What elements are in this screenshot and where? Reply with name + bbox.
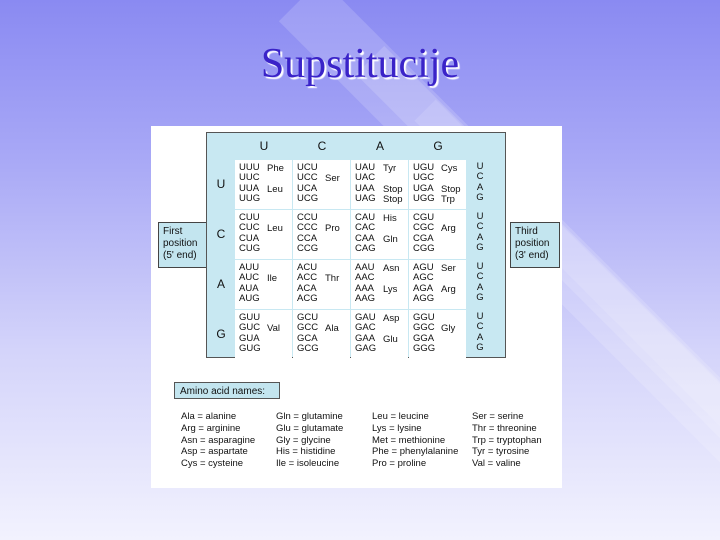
- codon: UUG: [239, 192, 261, 204]
- codon: CAA: [355, 232, 375, 244]
- legend-entry: Asn = asparagine: [181, 434, 256, 446]
- codon: UAC: [355, 172, 376, 184]
- third-position-list: [467, 262, 493, 303]
- third-position-base: A: [476, 181, 484, 193]
- codon-cell: [235, 210, 292, 259]
- codon-list: [355, 263, 375, 304]
- codon: CAU: [355, 212, 376, 223]
- codon: GAA: [355, 332, 376, 344]
- codon: UUU: [239, 162, 260, 173]
- amino-acid-label: Pro: [325, 223, 340, 235]
- amino-acid-label: Ile: [267, 273, 278, 285]
- first-position-label: [158, 222, 208, 268]
- codon: CUC: [239, 222, 260, 234]
- legend-entry: Leu = leucine: [372, 411, 429, 422]
- legend-entry: Arg = arginine: [181, 422, 241, 434]
- amino-acid-label: Ala: [325, 323, 339, 335]
- third-position-base: G: [476, 241, 484, 253]
- codon: GGA: [413, 332, 435, 344]
- amino-acid-label: Arg: [441, 223, 456, 235]
- third-position-base: U: [476, 161, 484, 172]
- amino-acid-label: Glu: [383, 333, 398, 345]
- third-position-base: C: [476, 221, 484, 233]
- codon: CUA: [239, 232, 260, 244]
- row-header: A: [216, 277, 225, 291]
- amino-acid-label: Trp: [441, 193, 455, 205]
- codon-list: [297, 213, 318, 254]
- legend-column: [372, 411, 458, 470]
- codon: UUC: [239, 172, 260, 184]
- amino-acid-label: Thr: [325, 273, 340, 285]
- amino-acid-label: Ser: [441, 263, 456, 274]
- codon-cell: [293, 310, 350, 359]
- codon-cell: [409, 210, 466, 259]
- codon-cell: [293, 160, 350, 209]
- legend-entry: His = histidine: [276, 446, 336, 458]
- codon: CAG: [355, 242, 376, 254]
- legend-entry: Pro = proline: [372, 458, 427, 470]
- codon-list: [355, 313, 376, 354]
- amino-acid-label: Gln: [383, 233, 398, 245]
- codon-list: [355, 213, 376, 254]
- amino-acid-label: Ser: [325, 173, 340, 185]
- codon: GCU: [297, 312, 319, 323]
- legend-entry: Gly = glycine: [276, 434, 331, 446]
- legend-entry: Ile = isoleucine: [276, 458, 340, 470]
- legend-entry: Cys = cysteine: [181, 458, 244, 470]
- third-position-base: A: [476, 281, 484, 293]
- codon: GUC: [239, 322, 261, 334]
- codon: CUU: [239, 212, 260, 223]
- amino-acid-label: Gly: [441, 323, 456, 335]
- third-position-base: C: [476, 321, 484, 333]
- legend-entry: Asp = aspartate: [181, 446, 248, 458]
- row-header: C: [216, 227, 226, 241]
- legend-title: Amino acid names:: [174, 382, 280, 399]
- codon: UCG: [297, 192, 319, 204]
- amino-acid-label: Val: [267, 323, 281, 335]
- codon: CGC: [413, 222, 435, 234]
- codon: UGC: [413, 172, 435, 184]
- third-position-base: A: [476, 331, 484, 343]
- codon: GAC: [355, 322, 376, 334]
- amino-acid-label: His: [383, 213, 397, 224]
- third-position-line: (3' end): [515, 250, 549, 261]
- codon: AAG: [355, 292, 376, 304]
- third-position-base: C: [476, 271, 484, 283]
- codon-list: [239, 163, 260, 204]
- amino-acid-label: Stop: [383, 183, 403, 195]
- codon: AGC: [413, 272, 434, 284]
- codon: UAG: [355, 192, 376, 204]
- legend-entry: Val = valine: [472, 458, 521, 470]
- row-header: G: [216, 327, 226, 341]
- codon: UAA: [355, 182, 375, 194]
- codon-cell: [235, 160, 292, 209]
- codon: UCC: [297, 172, 318, 184]
- third-position-label: [510, 222, 560, 268]
- codon: CCG: [297, 242, 319, 254]
- third-position-base: C: [476, 171, 484, 183]
- codon: ACG: [297, 292, 318, 304]
- codon-list: [355, 163, 376, 204]
- codon: AUG: [239, 292, 260, 304]
- codon: CGU: [413, 212, 435, 223]
- codon: ACU: [297, 262, 318, 273]
- codon: GGC: [413, 322, 435, 334]
- codon-cell: [351, 160, 408, 209]
- codon: AUC: [239, 272, 260, 284]
- codon: CGA: [413, 232, 434, 244]
- amino-acid-label: Cys: [441, 163, 458, 174]
- codon: ACC: [297, 272, 318, 284]
- codon-list: [413, 263, 434, 304]
- amino-acid-label: Leu: [267, 183, 283, 195]
- legend-entry: Tyr = tyrosine: [472, 446, 530, 458]
- third-position-base: G: [476, 341, 484, 353]
- codon: AGA: [413, 282, 434, 294]
- codon-cell: [351, 210, 408, 259]
- codon: AAU: [355, 262, 375, 273]
- codon: UGA: [413, 182, 434, 194]
- codon: GUU: [239, 312, 261, 323]
- legend-entry: Thr = threonine: [472, 422, 537, 434]
- amino-acid-label: Stop: [441, 183, 461, 195]
- amino-acid-label: Phe: [267, 163, 284, 174]
- column-header: G: [433, 139, 443, 153]
- codon: AGG: [413, 292, 435, 304]
- codon: GCA: [297, 332, 318, 344]
- codon-cell: [409, 310, 466, 359]
- codon: CGG: [413, 242, 435, 254]
- column-header: C: [317, 139, 327, 153]
- third-position-base: G: [476, 191, 484, 203]
- column-header: A: [375, 139, 384, 153]
- codon: UUA: [239, 182, 260, 194]
- third-position-base: A: [476, 231, 484, 243]
- codon: AGU: [413, 262, 434, 273]
- codon: GCC: [297, 322, 319, 334]
- legend-entry: Glu = glutamate: [276, 422, 344, 434]
- first-position-line: First: [163, 226, 183, 237]
- codon-list: [297, 263, 318, 304]
- third-position-base: U: [476, 211, 484, 222]
- legend-entry: Gln = glutamine: [276, 411, 343, 422]
- codon-table: [206, 132, 506, 358]
- third-position-line: Third: [515, 226, 538, 237]
- third-position-base: U: [476, 261, 484, 272]
- codon: UGU: [413, 162, 435, 173]
- codon: GAG: [355, 342, 377, 354]
- codon: GUA: [239, 332, 260, 344]
- codon: CCA: [297, 232, 318, 244]
- codon-cell: [293, 260, 350, 309]
- legend-entry: Trp = tryptophan: [472, 434, 542, 446]
- codon: GCG: [297, 342, 319, 354]
- third-position-list: [467, 312, 493, 353]
- codon: AUA: [239, 282, 259, 294]
- codon-list: [239, 213, 260, 254]
- codon-cell: [235, 260, 292, 309]
- legend-entry: Ala = alanine: [181, 411, 237, 422]
- codon-cell: [351, 260, 408, 309]
- legend-column: [276, 411, 343, 470]
- codon: GGU: [413, 312, 435, 323]
- codon-list: [413, 213, 435, 254]
- codon: UCU: [297, 162, 318, 173]
- codon-cell: [409, 160, 466, 209]
- codon-cell: [235, 310, 292, 359]
- amino-acid-label: Stop: [383, 193, 403, 205]
- first-position-line: position: [163, 238, 198, 249]
- codon: GAU: [355, 312, 376, 323]
- codon: CCC: [297, 222, 318, 234]
- legend-entry: Phe = phenylalanine: [372, 446, 459, 458]
- legend-entry: Met = methionine: [372, 434, 446, 446]
- codon-list: [413, 163, 435, 204]
- codon: AAA: [355, 282, 375, 294]
- third-position-base: G: [476, 291, 484, 303]
- codon-list: [239, 313, 261, 354]
- codon: CAC: [355, 222, 376, 234]
- codon: GGG: [413, 342, 436, 354]
- third-position-base: U: [476, 311, 484, 322]
- codon: AAC: [355, 272, 375, 284]
- amino-acid-label: Asp: [383, 313, 400, 324]
- amino-acid-label: Tyr: [383, 163, 397, 174]
- codon: ACA: [297, 282, 317, 294]
- column-header: U: [259, 139, 269, 153]
- codon: UGG: [413, 192, 435, 204]
- codon-cell: [351, 310, 408, 359]
- codon-cell: [293, 210, 350, 259]
- codon: CUG: [239, 242, 261, 254]
- codon-list: [413, 313, 435, 354]
- codon: UAU: [355, 162, 376, 173]
- amino-acid-label: Arg: [441, 283, 456, 295]
- legend-column: [472, 411, 542, 470]
- codon: AUU: [239, 262, 260, 273]
- third-position-line: position: [515, 238, 550, 249]
- slide-title: Supstitucije: [260, 41, 460, 87]
- legend-column: [181, 411, 255, 470]
- legend-entry: Lys = lysine: [372, 422, 422, 434]
- codon-list: [297, 313, 319, 354]
- codon: UCA: [297, 182, 318, 194]
- codon: CCU: [297, 212, 318, 223]
- codon-list: [239, 263, 260, 304]
- codon: GUG: [239, 342, 261, 354]
- codon-cell: [409, 260, 466, 309]
- amino-acid-label: Asn: [383, 263, 400, 274]
- third-position-list: [467, 212, 493, 253]
- row-header: U: [216, 177, 226, 191]
- third-position-list: [467, 162, 493, 203]
- amino-acid-label: Lys: [383, 283, 398, 295]
- first-position-line: (5' end): [163, 250, 197, 261]
- amino-acid-label: Leu: [267, 223, 283, 235]
- codon-list: [297, 163, 318, 204]
- legend-entry: Ser = serine: [472, 411, 524, 422]
